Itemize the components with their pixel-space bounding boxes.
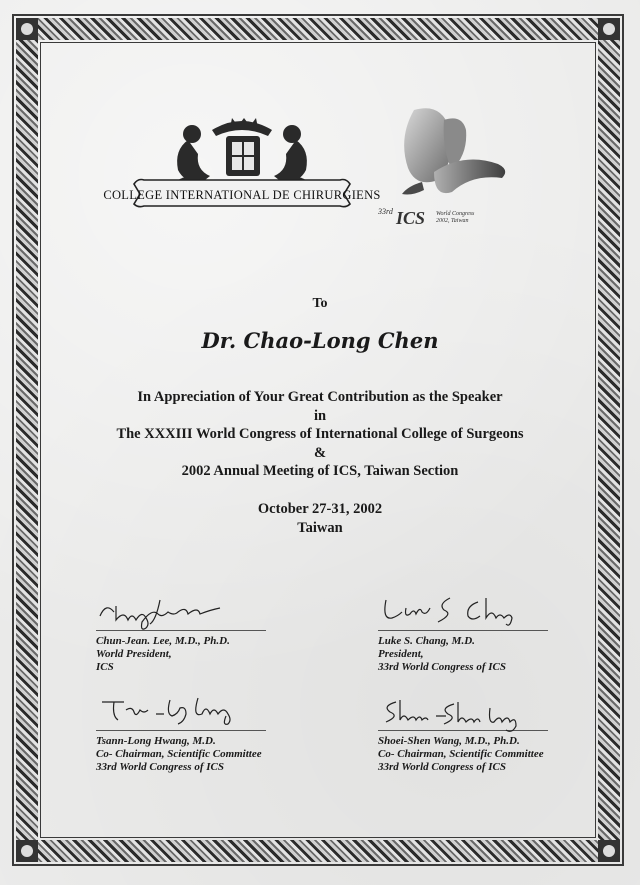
ics-number-text: 33rd	[378, 207, 393, 216]
appreciation-line: in	[313, 407, 327, 424]
signer-title: President,	[378, 648, 424, 660]
coat-of-arms-icon	[103, 110, 381, 214]
signer-name: Tsann-Long Hwang, M.D.	[96, 735, 216, 747]
appreciation-line: In Appreciation of Your Great Contribution as the Speaker	[137, 389, 503, 405]
signer-block	[378, 594, 578, 674]
signer-name: Luke S. Chang, M.D.	[378, 635, 475, 647]
signer-block	[378, 694, 578, 774]
corner-ornament-icon	[598, 18, 620, 40]
signer-title: 33rd World Congress of ICS	[378, 761, 506, 773]
signer-title: Co- Chairman, Scientific Committee	[378, 748, 544, 760]
signer-name: Chun-Jean. Lee, M.D., Ph.D.	[96, 635, 230, 647]
signer-title: World President,	[96, 648, 172, 660]
signer-block	[96, 594, 296, 674]
appreciation-line: 2002 Annual Meeting of ICS, Taiwan Section	[181, 463, 459, 479]
signer-block	[96, 694, 296, 774]
recipient-name: Dr. Chao-Long Chen	[201, 328, 439, 353]
appreciation-text	[50, 388, 590, 481]
signature-line	[96, 730, 266, 731]
butterfly-emblem-icon	[374, 100, 520, 230]
ics-caption-line1: World Congress	[436, 211, 475, 217]
signature-line	[96, 630, 266, 631]
signer-title: 33rd World Congress of ICS	[96, 761, 224, 773]
handwritten-signature	[378, 694, 578, 728]
appreciation-line: The XXXIII World Congress of International College of Surgeons	[116, 426, 524, 442]
signer-title: Co- Chairman, Scientific Committee	[96, 748, 262, 760]
corner-ornament-icon	[16, 840, 38, 862]
handwritten-signature	[96, 694, 296, 728]
corner-ornament-icon	[16, 18, 38, 40]
signature-line	[378, 730, 548, 731]
signer-title: ICS	[96, 661, 114, 673]
college-banner-text: COLLEGE INTERNATIONAL DE CHIRURGIENS	[103, 188, 381, 202]
event-date-location	[50, 500, 590, 537]
handwritten-signature	[378, 594, 578, 628]
corner-ornament-icon	[598, 840, 620, 862]
to-label: To	[312, 296, 328, 311]
event-location: Taiwan	[297, 519, 343, 536]
appreciation-line: &	[313, 444, 327, 461]
ics-letters-text: ICS	[396, 208, 426, 228]
handwritten-signature	[96, 594, 296, 628]
signer-title: 33rd World Congress of ICS	[378, 661, 506, 673]
event-date: October 27-31, 2002	[257, 501, 383, 517]
ics-congress-logo	[374, 100, 520, 230]
signer-name: Shoei-Shen Wang, M.D., Ph.D.	[378, 735, 520, 747]
signature-line	[378, 630, 548, 631]
college-crest-logo	[103, 110, 381, 214]
ics-caption-line2: 2002, Taiwan	[436, 218, 469, 224]
